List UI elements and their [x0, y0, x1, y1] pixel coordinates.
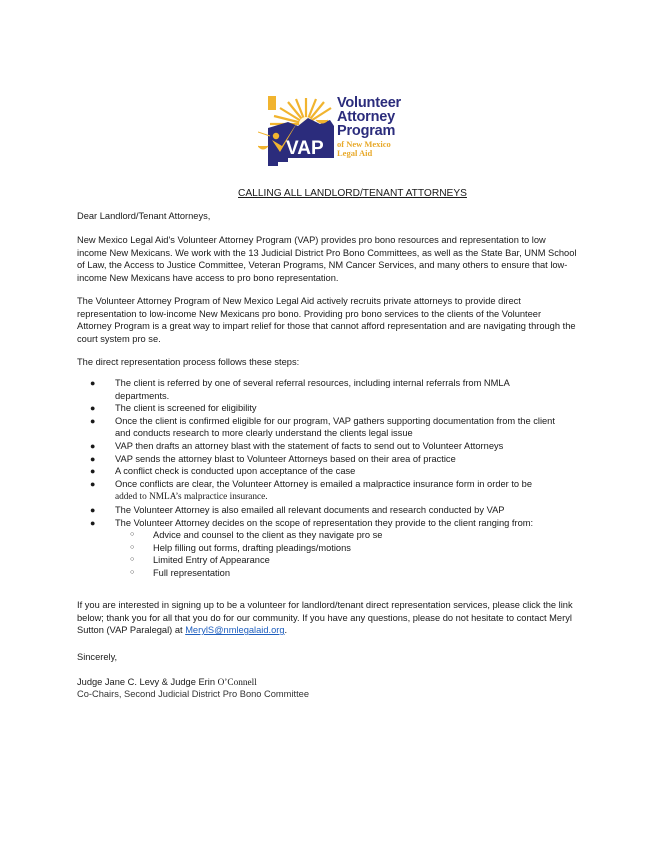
bullet-icon: ● [90, 478, 96, 489]
logo-line-1: Volunteer [337, 95, 401, 111]
logo-line-2: Attorney [337, 109, 396, 125]
bullet-icon: ● [90, 466, 96, 477]
bullet-icon: ● [90, 453, 96, 464]
scope-option: ○ Help filling out forms, drafting pleadings/motions [130, 542, 351, 553]
step-item: ● The Volunteer Attorney decides on the scope of representation they provide to the client ranging from: [90, 517, 534, 528]
steps-list [77, 377, 557, 580]
logo-sub-1: of New Mexico [337, 139, 391, 149]
scope-option: ○ Advice and counsel to the client as they navigate pro se [130, 530, 383, 541]
paragraph-intro: New Mexico Legal Aid's Volunteer Attorney Program (VAP) provides pro bono resources and representation to low income New Mexicans. We work with the 13 Judicial District Pro Bono Committees, as well as the State Bar, UNM School of Law, the Access to Justice Committee, Veteran Programs, NM Cancer Services, and many others to ensure that low-income New Mexicans have access to pro bono representation. [77, 235, 577, 283]
circle-bullet-icon: ○ [130, 531, 135, 539]
paragraph-recruitment: The Volunteer Attorney Program of New Mexico Legal Aid actively recruits private attorneys to provide direct representation to low-income New Mexicans pro bono. Providing pro bono services to the clients of the Volunteer Attorney Program is a great way to impart relief for those that cannot afford representation and are navigating through the court system pro se. [77, 296, 576, 344]
logo-sub-2: Legal Aid [337, 148, 373, 158]
step-item: ● The Volunteer Attorney is also emailed all relevant documents and research conducted by VAP [90, 504, 505, 515]
bullet-icon: ● [90, 440, 96, 451]
letter-title [0, 188, 650, 199]
circle-bullet-icon: ○ [130, 543, 135, 551]
step-item: ● The client is screened for eligibility [90, 403, 257, 414]
signature-role: Co-Chairs, Second Judicial District Pro Bono Committee [77, 689, 309, 699]
step-item: ● Once conflicts are clear, the Volunteer Attorney is emailed a malpractice insurance form in order to be added to NMLA’s malpractice insurance. [90, 478, 533, 503]
scope-option: ○ Full representation [130, 567, 230, 578]
step-item: ● VAP then drafts an attorney blast with the statement of facts to send out to Volunteer Attorneys [90, 440, 504, 451]
step-item: ● A conflict check is conducted upon acceptance of the case [90, 466, 356, 477]
logo-wordmark [337, 96, 401, 158]
closing-paragraph: If you are interested in signing up to be a volunteer for landlord/tenant direct representation services, please click the link below; thank you for all that you do for our community. If you have any questions, please do not hesitate to contact Meryl Sutton (VAP Paralegal) at MerylS@nmlegalaid.org. [77, 600, 573, 636]
vap-logo [258, 96, 408, 168]
contact-email-link[interactable]: MerylS@nmlegalaid.org [185, 625, 285, 636]
signoff: Sincerely, [77, 652, 118, 662]
steps-intro: The direct representation process follows these steps: [77, 357, 300, 367]
signature-names: Judge Jane C. Levy & Judge Erin O’Connell [77, 677, 257, 688]
salutation: Dear Landlord/Tenant Attorneys, [77, 211, 211, 221]
scope-option: ○ Limited Entry of Appearance [130, 555, 270, 566]
bullet-icon: ● [90, 415, 96, 426]
step-item: ● VAP sends the attorney blast to Volunteer Attorneys based on their area of practice [90, 453, 456, 464]
logo-line-3: Program [337, 123, 396, 139]
title-text: CALLING ALL LANDLORD/TENANT ATTORNEYS [238, 188, 467, 199]
circle-bullet-icon: ○ [130, 568, 135, 576]
svg-text:VAP: VAP [286, 138, 324, 159]
bullet-icon: ● [90, 504, 96, 515]
bullet-icon: ● [90, 378, 96, 388]
circle-bullet-icon: ○ [130, 556, 135, 564]
step-item: ● Once the client is confirmed eligible for our program, VAP gathers supporting documentation from the client and conducts research to more clearly understand the clients legal issue [90, 415, 555, 439]
bullet-icon: ● [90, 517, 96, 528]
new-mexico-sunburst-logo-icon [258, 96, 338, 168]
bullet-icon: ● [90, 403, 96, 414]
step-item: ● The client is referred by one of several referral resources, including internal referrals from NMLA departments. [90, 378, 510, 401]
